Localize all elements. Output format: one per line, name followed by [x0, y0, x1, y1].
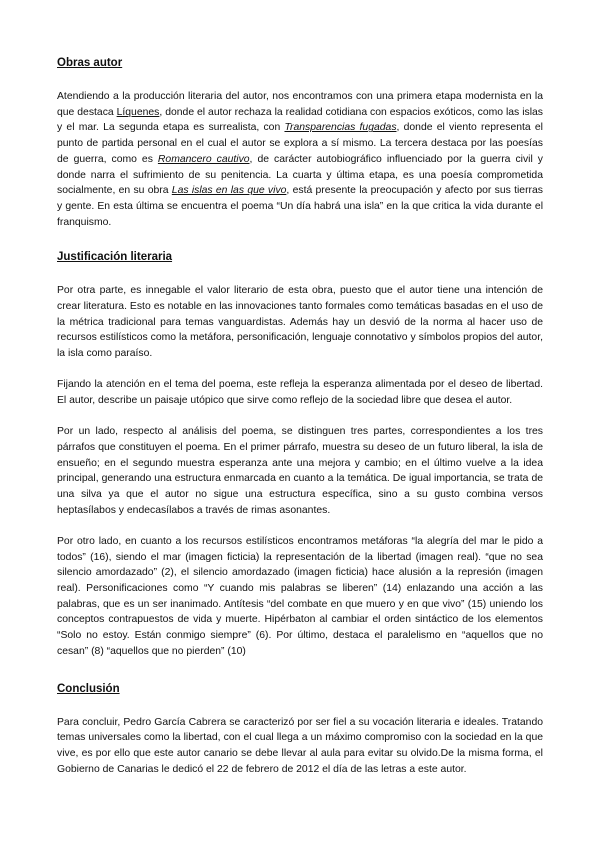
- paragraph-justificacion-2: Fijando la atención en el tema del poema, este refleja la esperanza alimentada por el deseo de libertad. El autor, describe un paisaje utópico que sirve como reflejo de la sociedad libre que desea el autor.: [57, 379, 543, 407]
- heading-conclusion: Conclusión: [57, 682, 120, 695]
- paragraph-justificacion-4: Por otro lado, en cuanto a los recursos estilísticos encontramos metáforas “la alegría del mar le pido a todos” (16), siendo el mar (imagen ficticia) la representación de la libertad (imagen real). “que no sea silencio amordazado” (2), el silencio amordazado (imagen ficticia) hace alusión a la represión (imagen real). Personificaciones como “Y cuando mis palabras se liberen” (14) enlazando una acción a las palabras, que es un ser inanimado. Antítesis “del combate en que muero y en que vivo” (15) uniendo los conceptos contrapuestos de vida y muerte. Hipérbaton al cambiar el orden sintáctico de los elementos “Solo no estoy. Están conmigo siempre” (6). Por último, destaca el paralelismo en “aquellos que no cesan” (8) “aquellos que no pierden” (10): [57, 535, 543, 657]
- paragraph-justificacion-1: Por otra parte, es innegable el valor literario de esta obra, puesto que el autor tiene una intención de crear literatura. Esto es notable en las innovaciones tanto formales como temáticas basadas en el uso de la métrica tradicional para temas vanguardistas. Además hay un desvió de la norma al hacer uso de recursos estilísticos como la metáfora, personificación, lenguaje connotativo y símbolos propios del autor, la isla como paraíso.: [57, 285, 543, 360]
- document-body: [57, 56, 543, 793]
- text-segment: , donde el autor rechaza la realidad cotidiana con espacios exóticos, como las islas y el mar. La segunda etapa es surrealista, con: [57, 106, 543, 134]
- heading-justificacion-literaria: Justificación literaria: [57, 251, 173, 264]
- work-title-transparencias: Transparencias fugadas: [284, 122, 397, 134]
- paragraph-obras: [57, 89, 543, 230]
- paragraph-justificacion-3: Por un lado, respecto al análisis del poema, se distinguen tres partes, correspondientes a los tres párrafos que constituyen el poema. En el primer párrafo, muestra su deseo de un futuro liberal, la isla de ensueño; en el segundo muestra esperanza ante una mejora y cambio; en el último vuelve a la idea principal, generando una estructura enmarcada en cuanto a la temática. De igual importancia, se trata de una silva ya que el autor no sigue una estructura específica, sino a su gusto combina versos heptasílabos y endecasílabos a través de rimas asonantes.: [57, 426, 543, 516]
- paragraph-conclusion: Para concluir, Pedro García Cabrera se caracterizó por ser fiel a su vocación literaria e ideales. Tratando temas universales como la libertad, con el cual llega a un máximo compromiso con la sociedad en la que vive, es por ello que este autor canario se debe llevar al aula para evitar su olvido.De la misma forma, el Gobierno de Canarias le dedicó el 22 de febrero de 2012 el día de las letras a este autor.: [57, 716, 543, 775]
- work-title-romancero: Romancero cautivo: [157, 153, 250, 165]
- text-segment: , donde el viento representa el punto de partida personal en el cual el autor se explora a sí mismo. La tercera destaca por las poesías de guerra, como es: [57, 122, 543, 165]
- work-title-las-islas: Las islas en las que vivo: [171, 185, 287, 197]
- heading-obras-autor: Obras autor: [57, 57, 123, 69]
- work-title-liquenes: Líquenes: [116, 106, 160, 118]
- text-segment: , de carácter autobiográfico influenciado por la guerra civil y donde narra el sufrimiento de su penitencia. La cuarta y última etapa, es una poesía comprometida socialmente, en su obra: [57, 153, 543, 197]
- text-segment: Atendiendo a la producción literaria del autor, nos encontramos con una primera etapa modernista en la que destaca: [57, 91, 543, 118]
- text-segment: , está presente la preocupación y afecto por sus tierras y gente. En esta última se encuentra el poema “Un día habrá una isla” en la que critica la vida durante el franquismo.: [57, 185, 543, 228]
